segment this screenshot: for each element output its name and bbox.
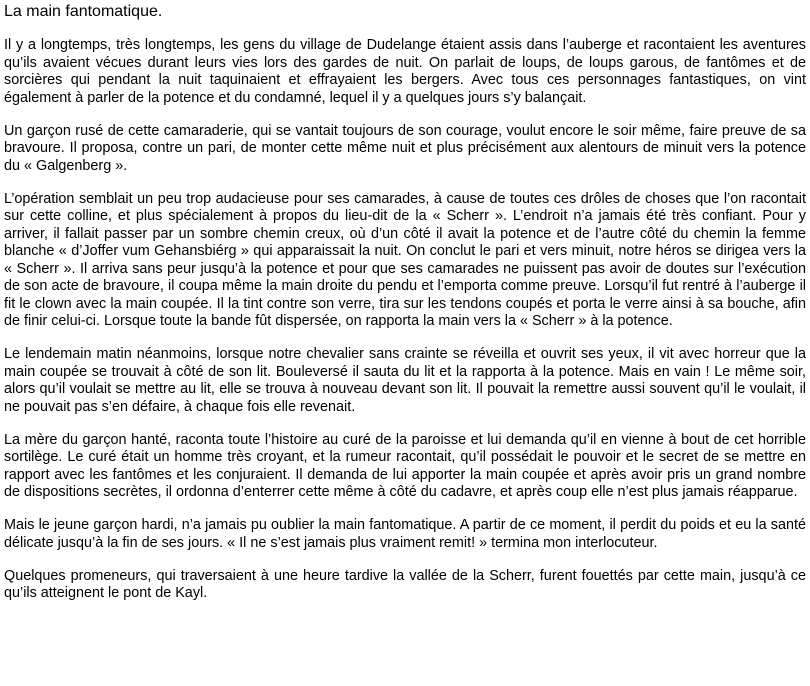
paragraph-4: Le lendemain matin néanmoins, lorsque notre chevalier sans crainte se réveilla et ouvrit ses yeux, il vit avec horreur que la main coupée se trouvait à côté de son lit. Bouleversé il sauta du lit et la rapporta à la potence. Mais en vain ! Le même soir, alors qu’il voulait se mettre au lit, elle se trouva à nouveau devant son lit. Il pouvait la remettre aussi souvent qu’il le voulait, il ne pouvait pas s’en défaire, à chaque fois elle revenait.	[4, 346, 806, 415]
document-title: La main fantomatique.	[4, 3, 163, 20]
paragraph-7: Quelques promeneurs, qui traversaient à une heure tardive la vallée de la Scherr, furent fouettés par cette main, jusqu’à ce qu’ils atteignent le pont de Kayl.	[4, 567, 806, 601]
paragraph-6: Mais le jeune garçon hardi, n’a jamais pu oublier la main fantomatique. A partir de ce moment, il perdit du poids et eu la santé délicate jusqu’à la fin de ses jours. « Il ne s’est jamais plus vraiment remit! » termina mon interlocuteur.	[4, 517, 806, 551]
paragraph-5: La mère du garçon hanté, raconta toute l’histoire au curé de la paroisse et lui demanda qu’il en vienne à bout de cet horrible sortilège. Le curé était un homme très croyant, et la rumeur racontait, qu’il possédait le pouvoir et le secret de se mettre en rapport avec les fantômes et les conjuraient. Il demanda de lui apporter la main coupée et après avoir pris un grand nombre de dispositions secrètes, il ordonna d’enterrer cette même à côté du cadavre, et après coup elle n’est plus jamais réapparue.	[4, 431, 806, 500]
paragraph-2: Un garçon rusé de cette camaraderie, qui se vantait toujours de son courage, voulut encore le soir même, faire preuve de sa bravoure. Il proposa, contre un pari, de monter cette même nuit et plus précisément aux alentours de minuit vers la potence du « Galgenberg ».	[4, 122, 806, 174]
paragraph-1: Il y a longtemps, très longtemps, les gens du village de Dudelange étaient assis dans l’auberge et racontaient les aventures qu’ils avaient vécues durant leurs vies lors des gardes de nuit. On parlait de loups, de loups garous, de fantômes et de sorcières qui pendant la nuit taquinaient et effrayaient les bergers. Avec tous ces personnages fantastiques, on vint également à parler de la potence et du condamné, lequel il y a quelques jours s’y balançait.	[4, 37, 806, 106]
document-page	[4, 2, 806, 603]
paragraph-3: L’opération semblait un peu trop audacieuse pour ses camarades, à cause de toutes ces drôles de choses que l’on racontait sur cette colline, et plus spécialement à propos du lieu-dit de la « Scherr ». L’endroit n’a jamais été très confiant. Pour y arriver, il fallait passer par un sombre chemin creux, où d’un côté il avait la potence et de l’autre côté du chemin la femme blanche « d’Joffer vum Gehansbiérg » qui apparaissait la nuit. On conclut le pari et vers minuit, notre héros se dirigea vers la « Scherr ». Il arriva sans peur jusqu’à la potence et pour que ses camarades ne puissent pas avoir de doutes sur l’exécution de son acte de bravoure, il coupa même la main droite du pendu et l’emporta comme preuve. Lorsqu’il fut rentré à l’auberge il fit le clown avec la main coupée. Il la tint contre son verre, tira sur les tendons coupés et porta le verre ainsi à sa bouche, afin de finir celui-ci. Lorsque toute la bande fût dispersée, on rapporta la main vers la « Scherr » à la potence.	[4, 190, 806, 329]
